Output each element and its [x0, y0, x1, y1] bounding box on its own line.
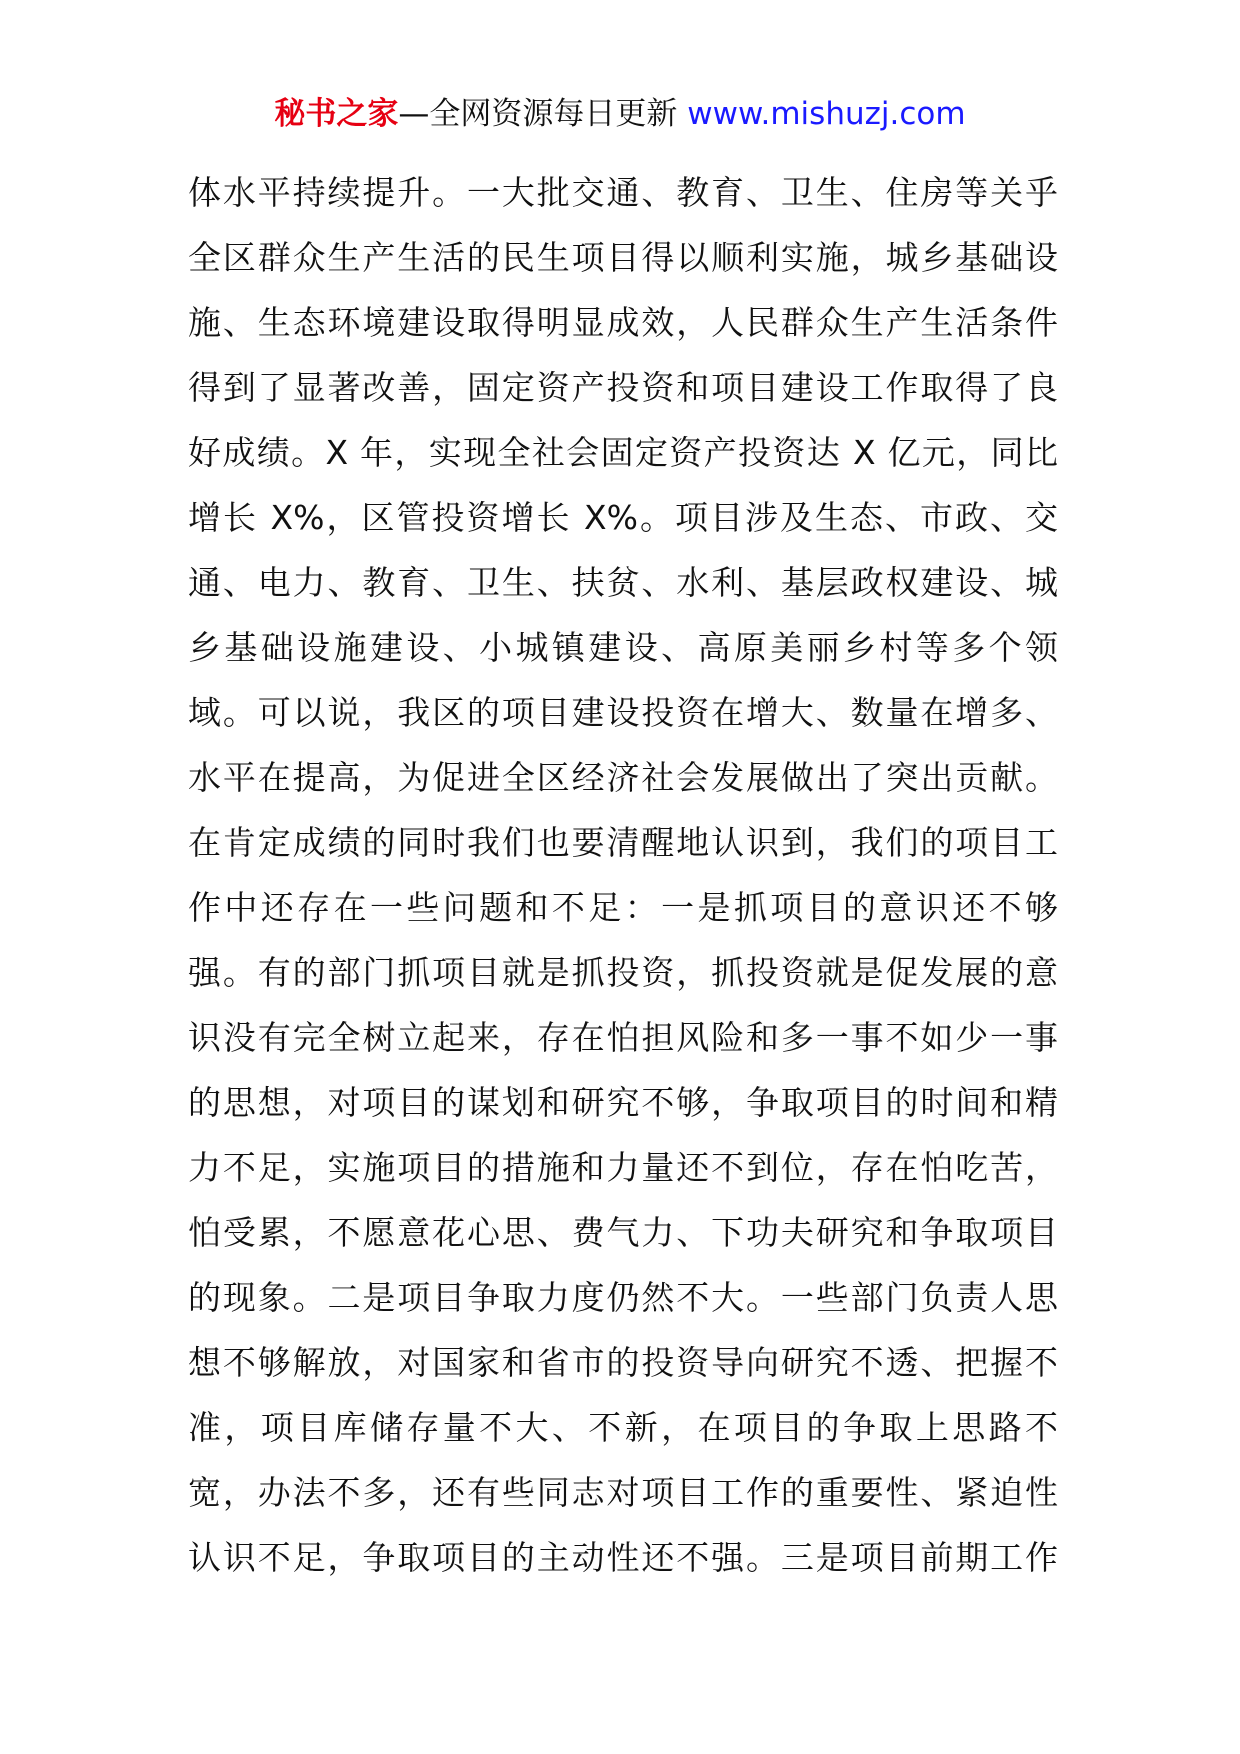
text-line: 施、生态环境建设取得明显成效，人民群众生产生活条件 — [188, 303, 1058, 342]
text-line: 得到了显著改善，固定资产投资和项目建设工作取得了良 — [188, 368, 1058, 407]
text-line: 识没有完全树立起来，存在怕担风险和多一事不如少一事 — [188, 1018, 1058, 1057]
page-header — [0, 94, 1240, 134]
text-line: 全区群众生产生活的民生项目得以顺利实施，城乡基础设 — [188, 238, 1058, 277]
text-line: 增长 X%，区管投资增长 X%。项目涉及生态、市政、交 — [188, 498, 1058, 537]
text-line: 怕受累，不愿意花心思、费气力、下功夫研究和争取项目 — [188, 1213, 1058, 1252]
text-line: 乡基础设施建设、小城镇建设、高原美丽乡村等多个领 — [188, 628, 1058, 667]
text-line: 准，项目库储存量不大、不新，在项目的争取上思路不 — [188, 1408, 1058, 1447]
text-line: 体水平持续提升。一大批交通、教育、卫生、住房等关乎 — [188, 173, 1058, 212]
text-line: 通、电力、教育、卫生、扶贫、水利、基层政权建设、城 — [188, 563, 1058, 602]
text-line: 域。可以说，我区的项目建设投资在增大、数量在增多、 — [188, 693, 1058, 732]
document-body — [188, 160, 1058, 1590]
text-line: 宽，办法不多，还有些同志对项目工作的重要性、紧迫性 — [188, 1473, 1058, 1512]
text-line: 认识不足，争取项目的主动性还不强。三是项目前期工作 — [188, 1538, 1058, 1577]
text-line: 强。有的部门抓项目就是抓投资，抓投资就是促发展的意 — [188, 953, 1058, 992]
site-tagline: —全网资源每日更新 — [398, 96, 678, 132]
text-line: 的思想，对项目的谋划和研究不够，争取项目的时间和精 — [188, 1083, 1058, 1122]
text-line: 的现象。二是项目争取力度仍然不大。一些部门负责人思 — [188, 1278, 1058, 1317]
text-line: 水平在提高，为促进全区经济社会发展做出了突出贡献。 — [188, 758, 1058, 797]
site-brand: 秘书之家 — [274, 96, 399, 132]
text-line: 想不够解放，对国家和省市的投资导向研究不透、把握不 — [188, 1343, 1058, 1382]
text-line: 作中还存在一些问题和不足：一是抓项目的意识还不够 — [188, 888, 1058, 927]
site-url-link[interactable]: www.mishuzj.com — [687, 96, 966, 132]
text-line: 力不足，实施项目的措施和力量还不到位，存在怕吃苦， — [188, 1148, 1058, 1187]
text-line: 好成绩。X 年，实现全社会固定资产投资达 X 亿元，同比 — [188, 433, 1058, 472]
text-line: 在肯定成绩的同时我们也要清醒地认识到，我们的项目工 — [188, 823, 1058, 862]
